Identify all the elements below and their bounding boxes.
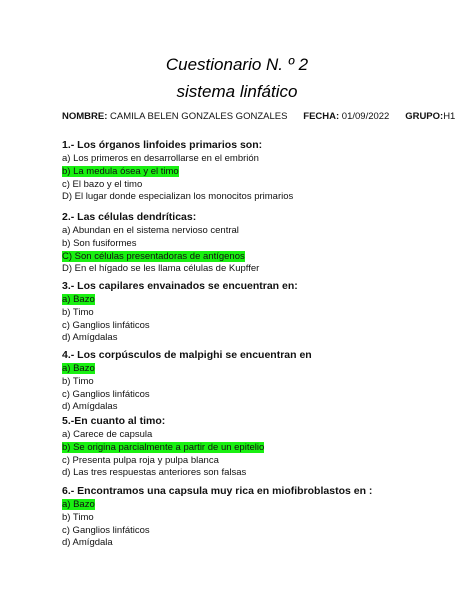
option: a) Abundan en el sistema nervioso central [62,225,239,236]
nombre-value: CAMILA BELEN GONZALES GONZALES [110,111,288,122]
option: c) Presenta pulpa roja y pulpa blanca [62,454,219,466]
highlighted-answer: a) Bazo [62,363,95,374]
grupo-value: H1 [443,111,456,122]
option: b) Timo [62,511,94,523]
option: D) En el hígado se les llama células de Kupffer [62,263,260,275]
option: a) Carece de capsula [62,429,153,440]
option: d) Amígdalas [62,332,118,344]
highlighted-answer: a) Bazo [62,294,95,305]
option: d) Amígdalas [62,401,118,413]
option: d) Amígdala [62,537,113,549]
highlighted-answer: b) Se origina parcialmente a partir de un epitelio [62,441,265,453]
highlighted-answer: C) Son células presentadoras de antígenos [62,250,245,262]
question-title: 2.- Las células dendríticas: [62,211,197,223]
question-title: 5.-En cuanto al timo: [62,415,166,427]
question-title: 1.- Los órganos linfoides primarios son: [62,139,263,151]
option: d) Las tres respuestas anteriores son falsas [62,467,247,479]
option-correct [62,294,442,307]
option-correct [62,499,442,512]
option: b) Timo [62,306,94,318]
question-title: 3.- Los capilares envainados se encuentran en: [62,280,298,292]
question-5 [62,413,442,480]
fecha-label: FECHA: [303,111,340,122]
question-6 [62,483,442,550]
highlighted-answer: b) La medula ósea y el timo [62,165,179,177]
option-correct [62,363,442,376]
option: D) El lugar donde especializan los monocitos primarios [62,191,294,203]
question-1 [62,137,442,204]
fecha-value: 01/09/2022 [341,111,390,122]
grupo-label: GRUPO: [405,111,444,122]
nombre-label: NOMBRE: [62,111,108,122]
question-title: 6.- Encontramos una capsula muy rica en miofibroblastos en : [62,485,373,497]
question-4 [62,347,442,414]
question-2 [62,209,442,276]
highlighted-answer: a) Bazo [62,499,95,510]
option-correct [62,166,442,179]
question-3 [62,278,442,345]
option-correct [62,251,442,264]
document-title: Cuestionario N. º 2 [165,55,309,74]
option: c) Ganglios linfáticos [62,524,150,536]
option: a) Los primeros en desarrollarse en el embrión [62,153,259,164]
option: b) Son fusiformes [62,237,137,249]
option-correct [62,442,442,455]
student-info [62,111,455,122]
option: b) Timo [62,375,94,387]
option: c) Ganglios linfáticos [62,319,150,331]
option: c) El bazo y el timo [62,178,143,190]
option: c) Ganglios linfáticos [62,388,150,400]
question-title: 4.- Los corpúsculos de malpighi se encuentran en [62,349,312,361]
document-subtitle: sistema linfático [176,82,298,101]
